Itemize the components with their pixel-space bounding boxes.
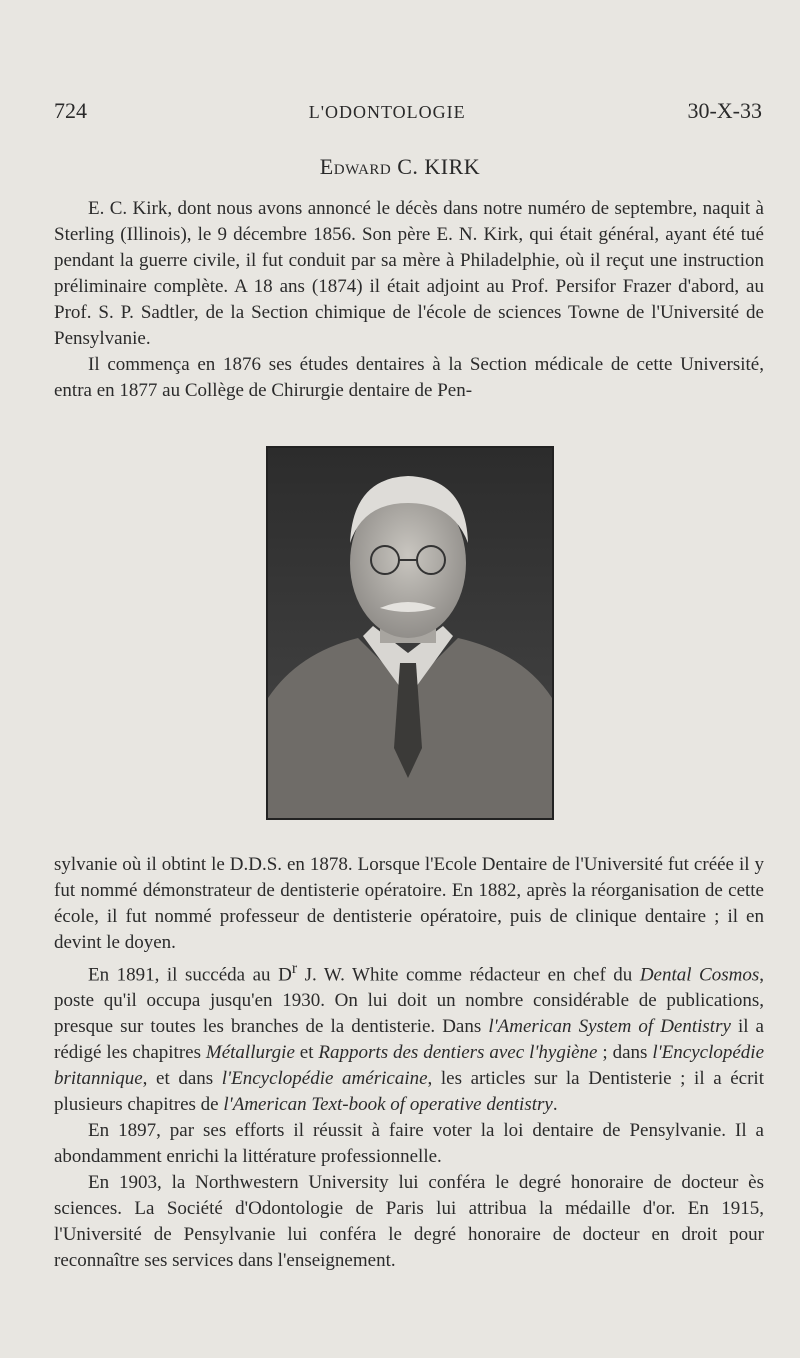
text-run: En 1891, il succéda au D — [88, 964, 292, 986]
heading-surname: KIRK — [424, 154, 481, 179]
journal-title: L'ODONTOLOGIE — [308, 102, 466, 122]
paragraph-4: En 1897, par ses efforts il réussit à faire voter la loi dentaire de Pensylvanie. Il a abondamment enrichi la littérature professionnelle. — [54, 1120, 764, 1168]
title-rapports: Rapports des dentiers avec l'hygiène — [318, 1042, 598, 1064]
title-dental-cosmos: Dental Cosmos — [639, 964, 760, 986]
text-run: ; dans — [597, 1042, 653, 1064]
paragraph-3 — [54, 956, 764, 1118]
title-encyclopedie-britannique: l'Encyclopédie britannique — [54, 1042, 765, 1090]
superscript: r — [291, 960, 298, 977]
text-block-bottom — [54, 852, 764, 1274]
title-american-system: l'American System of Dentistry — [488, 1016, 731, 1038]
text-run: , poste qu'il occupa jusqu'en 1930. On lui doit un nombre considérable de publications, presque sur toutes les branches de la dentisterie. Dans — [54, 964, 764, 1038]
title-metallurgie: Métallurgie — [205, 1042, 295, 1064]
text-run: , et dans — [142, 1068, 222, 1090]
running-header — [54, 98, 762, 128]
portrait-image — [268, 448, 552, 818]
title-encyclopedie-americaine: l'Encyclopédie américaine — [221, 1068, 428, 1090]
paragraph-1: E. C. Kirk, dont nous avons annoncé le décès dans notre numéro de septembre, naquit à Sterling (Illinois), le 9 décembre 1856. Son père E. N. Kirk, qui était général, ayant été tué pendant la guerre civile, il fut conduit par sa mère à Philadelphie, où il reçut une instruction préliminaire complète. A 18 ans (1874) il était adjoint au Prof. Persifor Frazer d'abord, au Prof. S. P. Sadtler, de la Section chimique de l'école de sciences Towne de l'Université de Pensylvanie. — [54, 198, 764, 349]
text-run: et — [294, 1042, 319, 1064]
text-run: . — [552, 1094, 558, 1116]
portrait-photo — [266, 446, 554, 820]
article-heading — [0, 154, 800, 180]
heading-first-name: Edward C. — [319, 154, 419, 179]
paragraph-2-end: sylvanie où il obtint le D.D.S. en 1878. Lorsque l'Ecole Dentaire de l'Université fut créée il y fut nommé démonstrateur de dentisterie opératoire. En 1882, après la réorganisation de cette école, il fut nommé professeur de dentisterie opératoire, puis de clinique dentaire ; il en devint le doyen. — [54, 854, 764, 953]
issue-date: 30-X-33 — [687, 98, 762, 123]
text-run: il a rédigé les chapitres — [54, 1016, 764, 1064]
text-run: , les articles sur la Dentisterie ; il a écrit plusieurs chapitres de — [54, 1068, 764, 1116]
text-block-top — [54, 196, 764, 404]
title-text-book: l'American Text-book of operative dentistry — [223, 1094, 553, 1116]
page-number: 724 — [54, 98, 87, 123]
text-run: J. W. White comme rédacteur en chef du — [297, 964, 640, 986]
paragraph-5: En 1903, la Northwestern University lui conféra le degré honoraire de docteur ès sciences. La Société d'Odontologie de Paris lui attribua la médaille d'or. En 1915, l'Université de Pensylvanie lui conféra le degré honoraire de docteur en droit pour reconnaître ses services dans l'enseignement. — [54, 1172, 764, 1272]
paragraph-2-start: Il commença en 1876 ses études dentaires à la Section médicale de cette Université, entra en 1877 au Collège de Chirurgie dentaire de Pen- — [54, 354, 764, 401]
